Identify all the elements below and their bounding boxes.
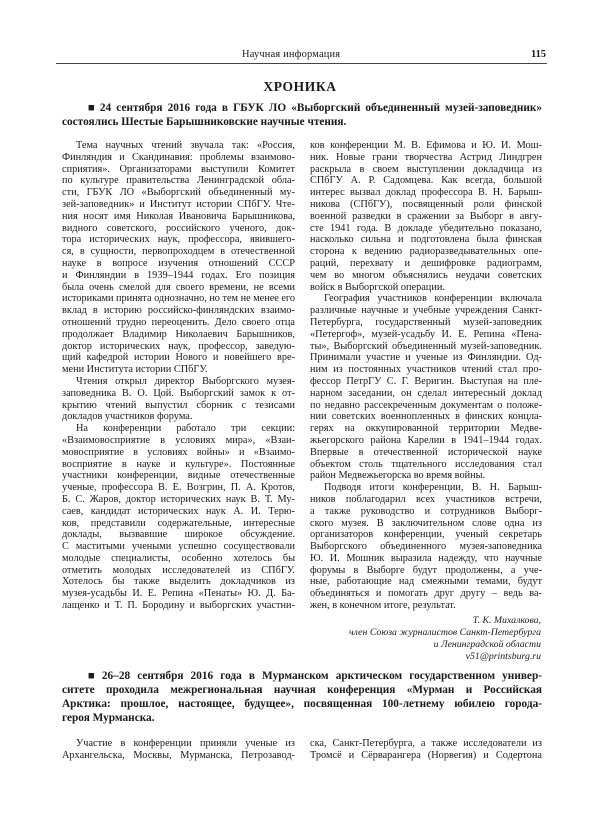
text-line: ся, в сущности, первопроходцем в отечественной: [62, 246, 295, 258]
text-line: тора исторических наук, профессора, явившего-: [62, 234, 295, 246]
text-line: нарном заседании, он сделал интересный доклад: [310, 387, 542, 399]
paragraph: [310, 738, 542, 762]
text-line: СПбГУ А. Р. Садомцева. Как всегда, большой: [310, 175, 542, 187]
text-line: ним из постоянных участников чтений стал про-: [310, 364, 542, 376]
text-line: Тема научных чтений звучала так: «Россия,: [76, 140, 295, 151]
text-line: Впервые в отечественной исторической науке: [310, 446, 542, 458]
text-line: жен, в конечном итоге, результат.: [310, 600, 456, 612]
text-line: щий кафедрой истории Нового и новейшего вре-: [62, 352, 295, 364]
heading-line: ситете проходила межрегиональная научная конференция «Мурман и Российская: [62, 684, 542, 696]
text-line: организаторов конференции, ученый секретарь: [310, 529, 542, 541]
text-line: доктор исторических наук, профессор, заведую-: [62, 340, 295, 352]
text-line: География участников конференции включала: [324, 293, 542, 305]
text-line: отношений трудно переоценить. Дело своего отца: [62, 316, 295, 328]
news-item-1-left-column: [62, 140, 295, 612]
text-line: интерес вызвал доклад профессора В. Н. Барыш-: [310, 187, 542, 199]
text-line: Выборгского объединенного музея-заповедника: [310, 541, 542, 553]
text-line: сприятия». Организаторами выступили Комитет: [62, 163, 295, 175]
text-line: сти, ГБУК ЛО «Выборгский объединенный му-: [62, 187, 295, 199]
news-item-1-right-column: [310, 140, 542, 612]
text-line: восприятие в науке и культуре». Постоянные: [62, 458, 295, 470]
text-line: Чтения открыл директор Выборгского музея-: [76, 375, 295, 387]
author-affiliation: и Ленинградской области: [433, 639, 541, 650]
text-line: нии советских военнопленных в финских концла-: [310, 411, 542, 423]
text-line: заповедника В. О. Цой. Выборгский замок к от-: [62, 387, 295, 399]
text-line: герях на оккупированной территории Медве-: [310, 423, 542, 435]
text-line: Подводя итоги конференции, В. Н. Барыш-: [324, 482, 542, 494]
text-line: С маститыми учеными успешно сосуществовали: [62, 541, 295, 553]
text-line: лащенко и Т. П. Бородину и выборгских участни-: [62, 600, 295, 612]
text-line: ска, Санкт-Петербурга, а также исследователи из: [310, 738, 542, 749]
text-line: молодые специалисты, особенно хотелось бы: [62, 552, 295, 564]
text-line: продолжает Владимир Николаевич Барышников,: [62, 328, 295, 340]
text-line: ты», Выборгский объединенный музей-заповедник.: [310, 340, 542, 352]
text-line: фессор ПетрГУ С. Г. Веригин. Выступая на пле-: [310, 375, 542, 387]
text-line: никова (СПбГУ), посвященный роли финской: [310, 198, 542, 210]
text-line: Б. С. Жаров, доктор исторических наук В. Т. Му-: [62, 493, 295, 505]
text-line: жьегорского района Карелии в 1941–1944 годах.: [310, 434, 542, 446]
author-name: Т. К. Михалкова,: [472, 615, 541, 626]
text-line: по недавно рассекреченным документам о положе-: [310, 399, 542, 411]
text-line: Архангельска, Москвы, Мурманска, Петрозавод-: [62, 749, 295, 761]
paragraph: [62, 423, 295, 612]
news-item-2-heading: [62, 669, 542, 725]
text-line: военной разведки в сражении за Выборг в авгу-: [310, 210, 542, 222]
paragraph: [310, 482, 542, 612]
text-line: «Петергоф», музей-усадьбу И. Е. Репина «Пена-: [310, 328, 542, 340]
text-line: доклады, вызвавшие широкое обсуждение.: [62, 529, 295, 541]
section-title: ХРОНИКА: [263, 79, 337, 94]
text-line: вклад в историю российско-финляндских взаимо-: [62, 305, 295, 317]
text-line: ученые, профессора В. Е. Возгрин, П. А. Кротов,: [62, 482, 295, 494]
text-line: мени Института истории СПбГУ.: [62, 364, 208, 376]
text-line: а также руководство и сотрудников Выборг-: [310, 505, 542, 517]
text-line: форумы в Выборге будут продолжены, а уче-: [310, 564, 542, 576]
text-line: музея-усадьбы И. Е. Репина «Пенаты» Ю. Д. Ба-: [62, 588, 295, 600]
paragraph: [62, 376, 295, 423]
author-email: v51@printsburg.ru: [465, 651, 541, 662]
text-line: различные научные и учебные учреждения Санкт-: [310, 305, 542, 317]
author-affiliation: член Союза журналистов Санкт-Петербурга: [348, 627, 541, 638]
text-line: объединяться и помогать друг другу – ведь ва-: [310, 588, 542, 600]
text-line: Финляндия и Скандинавия: проблемы взаимово-: [62, 151, 295, 163]
text-line: сте 1941 года. В докладе убедительно показано,: [310, 222, 542, 234]
text-line: Принимали участие и ученые из Финляндии. Од-: [310, 352, 542, 364]
text-line: насколько сильна и подготовлена была финская: [310, 234, 542, 246]
text-line: видного советского, российского ученого, док-: [62, 222, 295, 234]
text-line: чем во многом объяснялись неудачи советских: [310, 269, 542, 281]
text-line: Петербурга, государственный музей-заповедник: [310, 316, 542, 328]
text-line: по культуре правительства Ленинградской обла-: [62, 175, 295, 187]
text-line: ния носят имя Николая Ивановича Барышникова,: [62, 210, 295, 222]
text-line: зей-заповедник» и Институт истории СПбГУ. Чте-: [62, 198, 295, 210]
text-line: науке в вопросе изучения отношений СССР: [62, 257, 295, 269]
text-line: объектом столь тщательного исследования стал: [310, 458, 542, 470]
text-line: войск в Выборгской операции.: [310, 281, 445, 293]
text-line: ков, представили содержательные, интересные: [62, 517, 295, 529]
text-line: и Финляндии в 1939–1944 годах. Его позиция: [62, 269, 295, 281]
page-number: 115: [530, 49, 546, 60]
news-item-2-right-column: [310, 738, 542, 762]
text-line: сторона к ведению радиоразведывательных опе-: [310, 246, 542, 258]
text-line: докладов участников форума.: [62, 411, 193, 423]
text-line: отметить молодых исследователей из СПбГУ.: [62, 564, 295, 576]
paragraph: [62, 738, 295, 762]
text-line: Хотелось бы также выделить докладчиков из: [62, 576, 295, 588]
text-line: Участие в конференции приняли ученые из: [76, 738, 295, 749]
paragraph: [310, 293, 542, 482]
text-line: ников поблагодарил всех участников встречи,: [310, 493, 542, 505]
text-line: ков конференции М. В. Ефимова и Ю. И. Мош-: [310, 140, 542, 151]
author-signature: [300, 615, 541, 663]
text-line: мовосприятие в условиях войны» и «Взаимо-: [62, 446, 295, 458]
text-line: историками принята однозначно, но тем не менее его: [62, 293, 295, 305]
news-item-1-heading: [62, 101, 542, 129]
text-line: саев, кандидат исторических наук А. И. Терю-: [62, 505, 295, 517]
header-rule: [56, 63, 547, 64]
paragraph: [310, 140, 542, 293]
text-line: ник. Новые грани творчества Астрид Линдгрен: [310, 151, 542, 163]
paragraph: [62, 140, 295, 376]
text-line: На конференции работало три секции:: [76, 423, 295, 435]
text-line: раций, перехвату и дешифровке радиограмм,: [310, 257, 542, 269]
heading-line: Арктика: прошлое, настоящее, будущее», посвященная 100-летнему юбилею города-: [62, 698, 542, 710]
text-line: раскрыла в своем выступлении докладчица из: [310, 163, 542, 175]
heading-line: состоялись Шестые Барышниковские научные чтения.: [62, 116, 347, 128]
text-line: Ю. И. Мошник выразила надежду, что научные: [310, 552, 542, 564]
heading-line: героя Мурманска.: [62, 712, 155, 724]
text-line: участники конференции, видные отечественные: [62, 470, 295, 482]
news-item-2-left-column: [62, 738, 295, 762]
heading-line: ■ 24 сентября 2016 года в ГБУК ЛО «Выборгский объединенный музей-заповедник»: [88, 102, 542, 114]
text-line: ные, работающие над смежными темами, будут: [310, 576, 542, 588]
text-line: была очень смелой для своего времени, не всеми: [62, 281, 295, 293]
text-line: «Взаимовосприятие в условиях мира», «Взаи-: [62, 434, 295, 446]
heading-line: ■ 26–28 сентября 2016 года в Мурманском арктическом государственном универ-: [88, 670, 542, 682]
text-line: район Медвежьегорска во время войны.: [310, 470, 486, 482]
text-line: Тромсё и Сёрварангера (Норвегия) и Содертона: [310, 749, 542, 761]
running-header-section: Научная информация: [242, 49, 341, 60]
text-line: ского музея. В заключительном слове одна из: [310, 517, 542, 529]
text-line: крытию чтений выпустил сборник с тезисами: [62, 399, 295, 411]
